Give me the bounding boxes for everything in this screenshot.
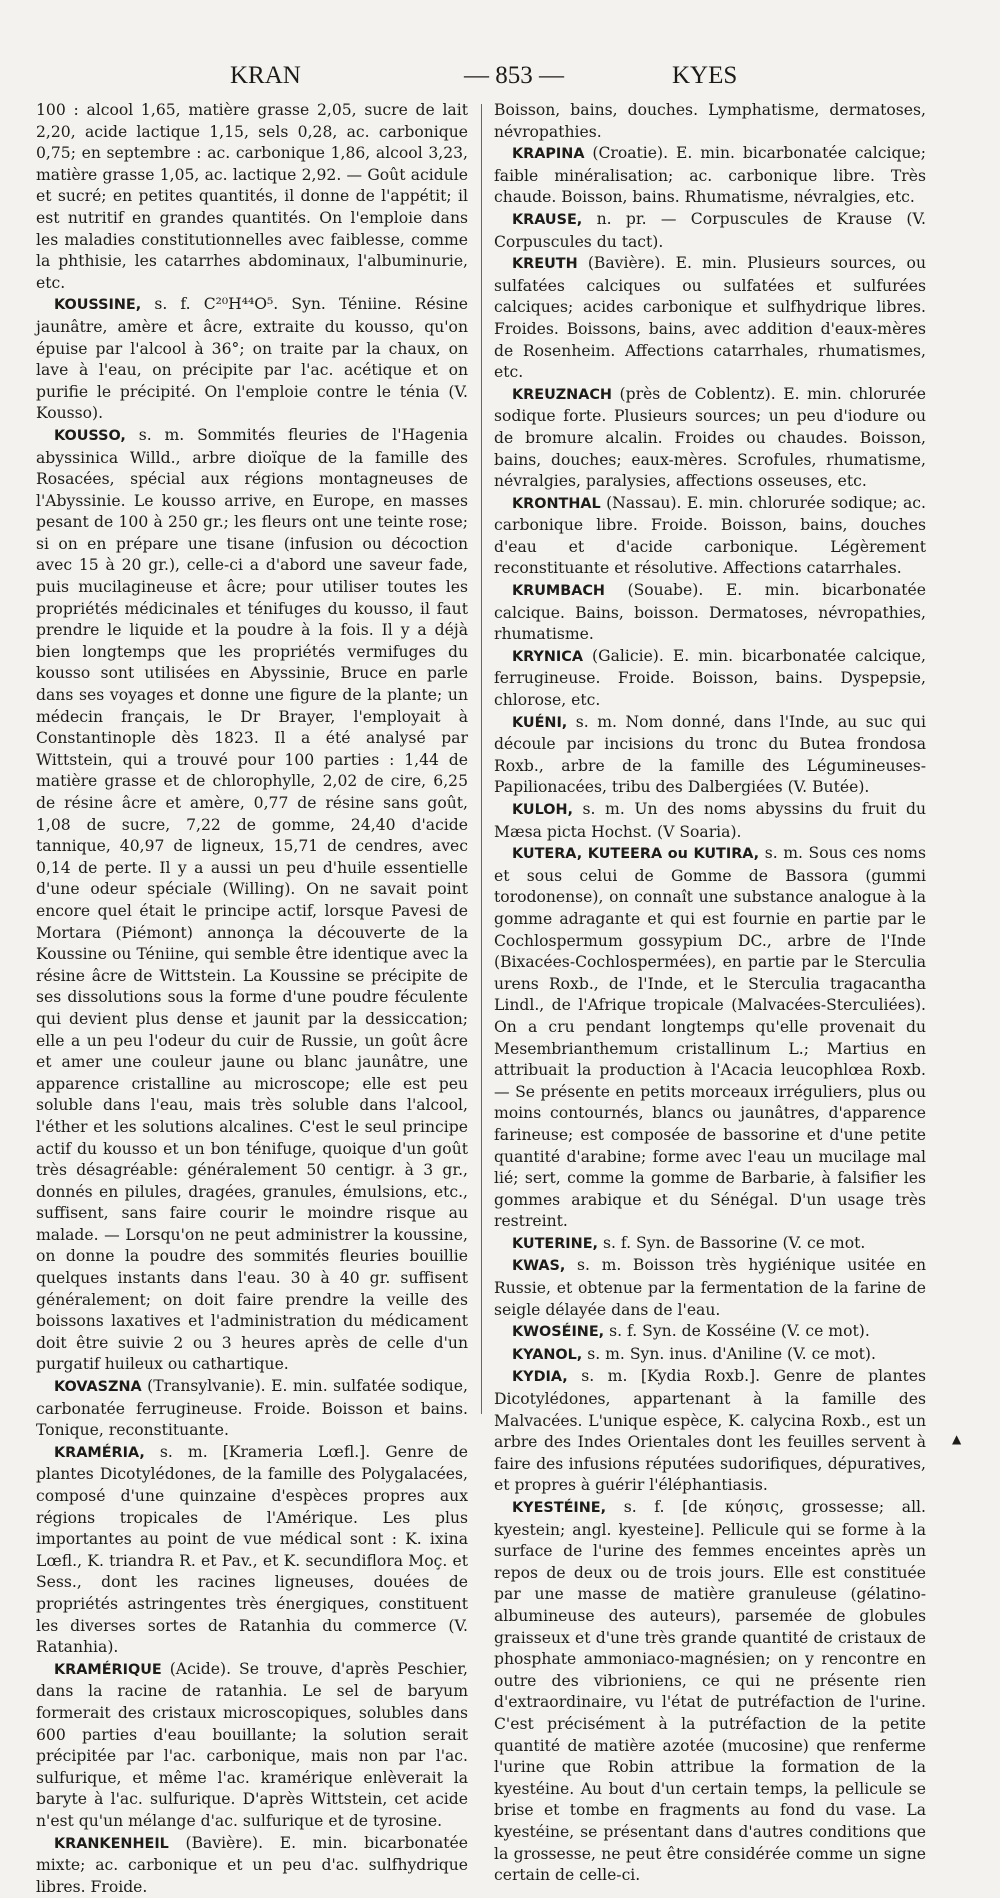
entry-headword: KRANKENHEIL — [54, 1836, 169, 1852]
entry-kwas — [494, 1255, 926, 1321]
entry-text: s. m. Boisson très hygiénique usitée en Russie, et obtenue par la fermentation de la farine de seigle délayée dans de l'eau. — [494, 1256, 926, 1318]
entry-text: (Transylvanie). E. min. sulfatée sodique, carbonatée ferrugineuse. Froide. Boisson et bains. Tonique, reconstituante. — [36, 1377, 468, 1439]
entry-text: n. pr. — Corpuscules de Krause (V. Corpuscules du tact). — [494, 210, 926, 251]
printer-mark-icon: ▲ — [952, 1432, 961, 1446]
entry-text: s. f. [de κύησις, grossesse; all. kyestein; angl. kyesteine]. Pellicule qui se forme à la surface de l'urine des femmes enceintes après un repos de deux ou de trois jours. Elle est constituée par une masse de matière granuleuse (gélatino-albumineuse des auteurs), parsemée de globules graisseux et d'une très grande quantité de cristaux de phosphate ammoniaco-magnésien; on y rencontre en outre des vibrioniens, ce qui ne présente rien d'extraordinaire, vu l'état de putréfaction de l'urine. C'est précisément à la putréfaction de la petite quantité de matière azotée (mucosine) que renferme l'urine que Robin attribue la formation de la kyestéine. Au bout d'un certain temps, la pellicule se brise et tombe en fragments au fond du vase. La kyestéine, se présentant dans d'autres conditions que la grossesse, ne peut être considérée comme un signe certain de celle-ci. — [494, 1498, 926, 1884]
entry-headword: KULOH, — [512, 802, 573, 818]
entry-text: (Souabe). E. min. bicarbonatée calcique. Bains, boisson. Dermatoses, névropathies, rhumatisme. — [494, 581, 926, 643]
entry-krause — [494, 209, 926, 253]
entry-krapina — [494, 143, 926, 209]
entry-headword: KYESTÉINE, — [512, 1500, 606, 1516]
entry-text: s. m. Sous ces noms et sous celui de Gomme de Bassora (gummi torodonense), on connaît une substance analogue à la gomme adragante et qui est fournie en partie par le Cochlospermum gossypium DC., arbre de l'Inde (Bixacées-Cochlospermées), en partie par le Sterculia urens Roxb., de l'Inde, et le Sterculia tragacantha Lindl., de l'Afrique tropicale (Malvacées-Sterculiées). On a cru pendant longtemps qu'elle provenait du Mesembrianthemum cristallinum L.; Martius en attribuait la production à l'Acacia leucophlœa Roxb. — Se présente en petits morceaux irréguliers, plus ou moins contournés, blancs ou jaunâtres, d'apparence farineuse; est composée de bassorine et d'une petite quantité d'arabine; forme avec l'eau un mucilage mal lié; sert, comme la gomme de Barbarie, à falsifier les gommes arabique et du Sénégal. D'un usage très restreint. — [494, 844, 926, 1230]
running-header — [30, 62, 970, 102]
entry-headword: KUTERINE, — [512, 1236, 598, 1252]
entry-headword: KYDIA, — [512, 1369, 568, 1385]
entry-text: (Galicie). E. min. bicarbonatée calcique, ferrugineuse. Froide. Boisson, bains. Dyspepsie, chlorose, etc. — [494, 647, 926, 709]
page-number: — 853 — — [464, 62, 564, 90]
entry-kuterine — [494, 1233, 926, 1256]
entry-text: (Croatie). E. min. bicarbonatée calcique; faible minéralisation; ac. carbonique libre. Très chaude. Boisson, bains. Rhumatisme, névralgies, etc. — [494, 144, 926, 206]
entry-text: 100 : alcool 1,65, matière grasse 2,05, sucre de lait 2,20, acide lactique 1,15, sels 0,28, ac. carbonique 0,75; en septembre : ac. carbonique 1,86, alcool 3,23, matière grasse 1,05, ac. lactique 2,92. — Goût acidule et sucré; en petites quantités, il donne de l'appétit; il est nutritif en grandes quantités. On l'emploie dans les maladies constitutionnelles avec faiblesse, comme la phthisie, les catarrhes abdominaux, l'albuminurie, etc. — [36, 101, 468, 292]
entry-text: s. m. Sommités fleuries de l'Hagenia abyssinica Willd., arbre dioïque de la famille des Rosacées, spécial aux régions montagneuses de l'Abyssinie. Le kousso arrive, en Europe, en masses pesant de 100 à 250 gr.; les fleurs ont une teinte rose; si on en prépare une tisane (infusion ou décoction avec 15 à 20 gr.), celle-ci a d'abord une saveur fade, puis mucilagineuse et âcre; pour utiliser toutes les propriétés médicinales et ténifuges du kousso, il faut prendre le liquide et la poudre à la fois. Il y a déjà bien longtemps que les propriétés vermifuges du kousso sont utilisées en Abyssinie, Bruce en parle dans ses voyages et donne une figure de la plante; un médecin français, le Dr Brayer, l'employait à Constantinople dès 1823. Il a été analysé par Wittstein, qui a trouvé pour 100 parties : 1,44 de matière grasse et de chlorophylle, 2,02 de cire, 6,25 de résine âcre et amère, 0,77 de résine sans goût, 1,08 de sucre, 7,22 de gomme, 24,40 d'acide tannique, 40,97 de ligneux, 15,71 de cendres, avec 0,14 de perte. Il y a aussi un peu d'huile essentielle d'une odeur spéciale (Willing). On ne savait point encore quel était le principe actif, lorsque Pavesi de Mortara (Piémont) annonça la découverte de la Koussine ou Téniine, qui semble être identique avec la résine âcre de Wittstein. La Koussine se précipite de ses dissolutions sous la forme d'une poudre féculente qui devient plus dense et jaunit par la dessiccation; elle a un peu l'odeur du cuir de Russie, un goût âcre et amer une couleur jaune ou blanc jaunâtre, une apparence cristalline au microscope; elle est peu soluble dans l'eau, mais très soluble dans l'alcool, l'éther et les solutions alcalines. C'est le seul principe actif du kousso et un bon ténifuge, quoique d'un goût très désagréable: généralement 50 centigr. à 3 gr., donnés en pilules, dragées, granules, émulsions, etc., suffisent, sans faire courir le moindre risque au malade. — Lorsqu'on ne peut administrer la koussine, on donne la poudre des sommités fleuries bouillie quelques instants dans l'eau. 30 à 40 gr. suffisent généralement; on doit faire prendre la veille des boissons laxatives et l'administration du médicament doit être suivie 2 ou 3 heures après de celle d'un purgatif huileux ou cathartique. — [36, 426, 468, 1374]
entry-krameria — [36, 1442, 468, 1659]
entry-headword: KYANOL, — [512, 1347, 582, 1363]
entry-text: (Nassau). E. min. chlorurée sodique; ac. carbonique libre. Froide. Boisson, bains, douches d'eau et d'acide carbonique. Légèrement reconstituante et résolutive. Affections catarrhales. — [494, 494, 926, 578]
entry-text: Boisson, bains, douches. Lymphatisme, dermatoses, névropathies. — [494, 101, 926, 141]
entry-text: (près de Coblentz). E. min. chlorurée sodique forte. Plusieurs sources; un peu d'iodure ou de bromure alcalin. Froides ou chaudes. Boisson, bains, douches; eaux-mères. Scrofules, rhumatisme, névralgies, paralysies, affections osseuses, etc. — [494, 385, 926, 490]
entry-text: (Bavière). E. min. Plusieurs sources, ou sulfatées calciques ou sulfatées et sulfurées calciques; acides carbonique et sulfhydrique libres. Froides. Boissons, bains, avec addition d'eaux-mères de Rosenheim. Affections catarrhales, rhumatismes, etc. — [494, 254, 926, 381]
entry-kuloh — [494, 799, 926, 843]
entry-text: s. m. Un des noms abyssins du fruit du Mæsa picta Hochst. (V Soaria). — [494, 800, 926, 841]
entry-text: s. m. Syn. inus. d'Aniline (V. ce mot). — [587, 1345, 876, 1363]
entry-koussine — [36, 294, 468, 425]
entry-headword: KREUZNACH — [512, 387, 612, 403]
entry-kutera — [494, 843, 926, 1233]
entry-kyanol — [494, 1344, 926, 1367]
entry-headword: KUÉNI, — [512, 715, 567, 731]
entry-krynica — [494, 646, 926, 712]
entry-headword: KRAMÉRIQUE — [54, 1662, 162, 1678]
entry-text: (Bavière). E. min. bicarbonatée mixte; ac. carbonique et un peu d'ac. sulfhydrique libres. Froide. — [36, 1834, 468, 1896]
entry-continuation — [494, 100, 926, 143]
entry-headword: KRAPINA — [512, 146, 584, 162]
column-divider — [481, 104, 482, 1414]
entry-krankenheil — [36, 1833, 468, 1898]
entry-kramerique — [36, 1659, 468, 1833]
entry-text: s. f. C²⁰H⁴⁴O⁵. Syn. Téniine. Résine jaunâtre, amère et âcre, extraite du kousso, qu'on épuise par l'alcool à 36°; on traite par la chaux, on lave à l'eau, on précipite par l'ac. acétique et on purifie le précipité. On l'emploie contre le ténia (V. Kousso). — [36, 295, 468, 422]
entry-kousso — [36, 425, 468, 1376]
entry-continuation — [36, 100, 468, 294]
entry-kueni — [494, 712, 926, 799]
entry-kyesteine — [494, 1497, 926, 1887]
entry-headword: KOVASZNA — [54, 1379, 142, 1395]
entry-kronthal — [494, 493, 926, 580]
entry-headword: KRUMBACH — [512, 583, 605, 599]
entry-headword: KOUSSO, — [54, 428, 126, 444]
entry-headword: KRAMÉRIA, — [54, 1445, 145, 1461]
entry-text: s. m. Nom donné, dans l'Inde, au suc qui découle par incisions du tronc du Butea frondosa Roxb., arbre de la famille des Légumineuses-Papilionacées, tribu des Dalbergiées (V. Butée). — [494, 713, 926, 797]
entry-kovaszna — [36, 1376, 468, 1442]
header-right-guide-word: KYES — [672, 62, 737, 90]
entry-krumbach — [494, 580, 926, 646]
left-column — [36, 100, 468, 1898]
entry-headword: KOUSSINE, — [54, 297, 141, 313]
entry-headword: KWOSÉINE, — [512, 1324, 604, 1340]
entry-headword: KUTERA, KUTEERA ou KUTIRA, — [512, 846, 759, 862]
entry-headword: KRAUSE, — [512, 212, 582, 228]
entry-headword: KRYNICA — [512, 649, 583, 665]
entry-headword: KWAS, — [512, 1258, 565, 1274]
right-column — [494, 100, 926, 1887]
entry-kreuth — [494, 253, 926, 384]
header-left-guide-word: KRAN — [230, 62, 301, 90]
entry-text: (Acide). Se trouve, d'après Peschier, dans la racine de ratanhia. Le sel de baryum formerait des cristaux microscopiques, solubles dans 600 parties d'eau bouillante; la solution serait précipitée par l'ac. carbonique, mais non par l'ac. sulfurique, et même l'ac. kramérique enlèverait la baryte à l'ac. sulfurique. D'après Wittstein, cet acide n'est qu'un mélange d'ac. sulfurique et de tyrosine. — [36, 1660, 468, 1830]
entry-kreuznach — [494, 384, 926, 493]
entry-text: s. m. [Krameria Lœfl.]. Genre de plantes Dicotylédones, de la famille des Polygalacées, composé d'une quinzaine d'espèces propres aux régions tropicales de l'Amérique. Les plus importantes au point de vue médical sont : K. ixina Lœfl., K. triandra R. et Pav., et K. secundiflora Moç. et Sess., dont les racines ligneuses, douées de propriétés astringentes très énergiques, constituent les diverses sortes de Ratanhia du commerce (V. Ratanhia). — [36, 1443, 468, 1656]
entry-text: s. f. Syn. de Bassorine (V. ce mot. — [603, 1234, 865, 1252]
entry-text: s. m. [Kydia Roxb.]. Genre de plantes Dicotylédones, appartenant à la famille des Malvacées. L'unique espèce, K. calycina Roxb., est un arbre des Indes Orientales dont les feuilles servent à faire des infusions réputées sudorifiques, dépuratives, et propres à guérir l'éléphantiasis. — [494, 1367, 926, 1494]
entry-text: s. f. Syn. de Kosséine (V. ce mot). — [609, 1322, 870, 1340]
entry-kydia — [494, 1366, 926, 1497]
entry-kwoseine — [494, 1321, 926, 1344]
entry-headword: KREUTH — [512, 256, 578, 272]
entry-headword: KRONTHAL — [512, 496, 601, 512]
